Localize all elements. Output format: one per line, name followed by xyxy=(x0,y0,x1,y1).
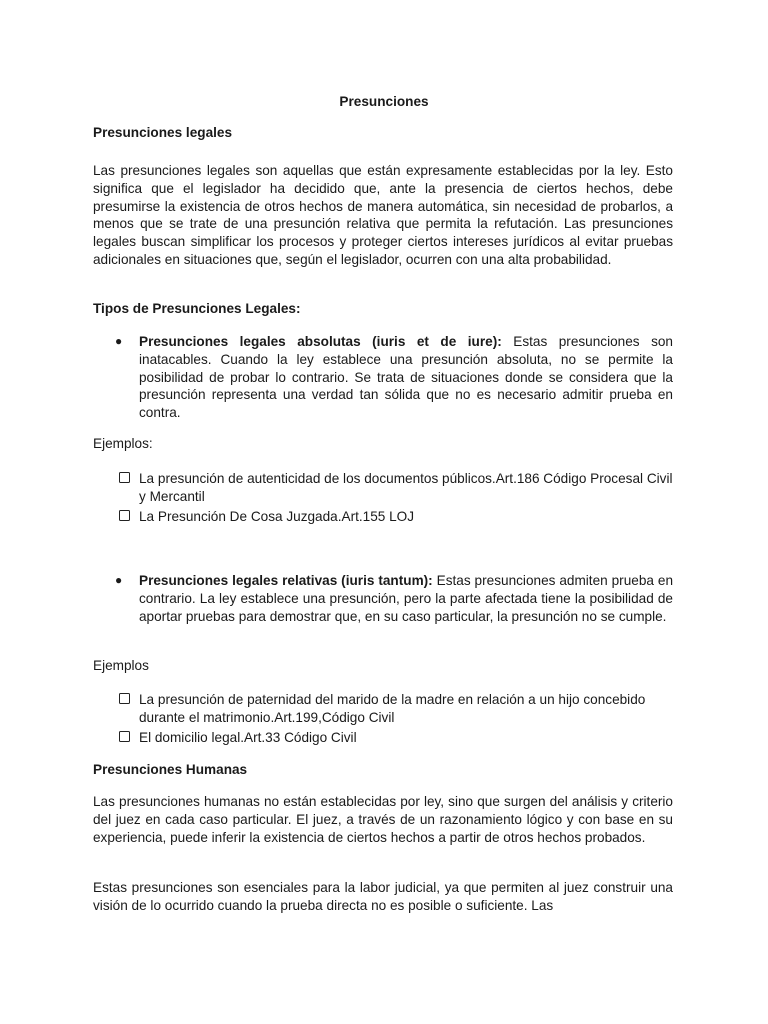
bullet-icon: ● xyxy=(115,334,123,348)
paragraph-legales: Las presunciones legales son aquellas que están expresamente establecidas por la ley. Esto significa que el legislador ha decidido que, ante la presencia de ciertos hechos, debe presumirse la existencia de otros hechos de manera automática, sin necesidad de probarlos, a menos que se trate de una presunción relativa que permita la refutación. Las presunciones legales buscan simplificar los procesos y proteger ciertos intereses jurídicos al evitar pruebas adicionales en situaciones que, según el legislador, ocurren con una alta probabilidad. xyxy=(93,163,673,267)
paragraph-humanas-1: Las presunciones humanas no están establecidas por ley, sino que surgen del análisis y criterio del juez en cada caso particular. El juez, a través de un razonamiento lógico y con base en su experiencia, puede inferir la existencia de ciertos hechos a partir de otros hechos probados. xyxy=(93,794,673,845)
checklist-item xyxy=(119,508,675,528)
checklist-item xyxy=(119,470,675,508)
document-title: Presunciones xyxy=(339,94,429,109)
section-heading-humanas: Presunciones Humanas xyxy=(93,762,248,777)
checklist-item-text: La Presunción De Cosa Juzgada.Art.155 LOJ xyxy=(139,509,415,524)
section-heading-legales: Presunciones legales xyxy=(93,125,233,140)
bullet-relativas xyxy=(139,572,673,625)
checkbox-icon[interactable] xyxy=(119,510,130,521)
examples-label-relativas: Ejemplos xyxy=(93,658,149,673)
bullet-absolutas xyxy=(139,333,673,422)
checkbox-icon[interactable] xyxy=(119,693,130,704)
section-heading-tipos: Tipos de Presunciones Legales: xyxy=(93,301,301,316)
checklist-item-text: La presunción de autenticidad de los documentos públicos.Art.186 Código Procesal Civil y Mercantil xyxy=(139,471,673,505)
term-absolutas: Presunciones legales absolutas (iuris et de iure): xyxy=(139,334,502,349)
checklist-item xyxy=(119,729,675,749)
checklist-item-text: La presunción de paternidad del marido de la madre en relación a un hijo concebido durante el matrimonio.Art.199,Código Civil xyxy=(139,692,646,726)
checkbox-icon[interactable] xyxy=(119,472,130,483)
checklist-item-text: El domicilio legal.Art.33 Código Civil xyxy=(139,730,357,745)
bullet-icon: ● xyxy=(115,573,123,587)
paragraph-humanas-2: Estas presunciones son esenciales para la labor judicial, ya que permiten al juez construir una visión de lo ocurrido cuando la prueba directa no es posible o suficiente. Las xyxy=(93,880,673,913)
checkbox-icon[interactable] xyxy=(119,731,130,742)
term-relativas: Presunciones legales relativas (iuris tantum): xyxy=(139,573,433,588)
checklist-item xyxy=(119,691,675,729)
text-absolutas: Estas presunciones son inatacables. Cuando la ley establece una presunción absoluta, no se permite la posibilidad de probar lo contrario. Se trata de situaciones donde se considera que la presunción representa una verdad tan sólida que no es necesario admitir prueba en contra. xyxy=(139,334,673,421)
text-relativas: Estas presunciones admiten prueba en contrario. La ley establece una presunción, pero la parte afectada tiene la posibilidad de aportar pruebas para demostrar que, en su caso particular, la presunción no se cumple. xyxy=(139,573,673,624)
examples-label-absolutas: Ejemplos: xyxy=(93,436,153,451)
